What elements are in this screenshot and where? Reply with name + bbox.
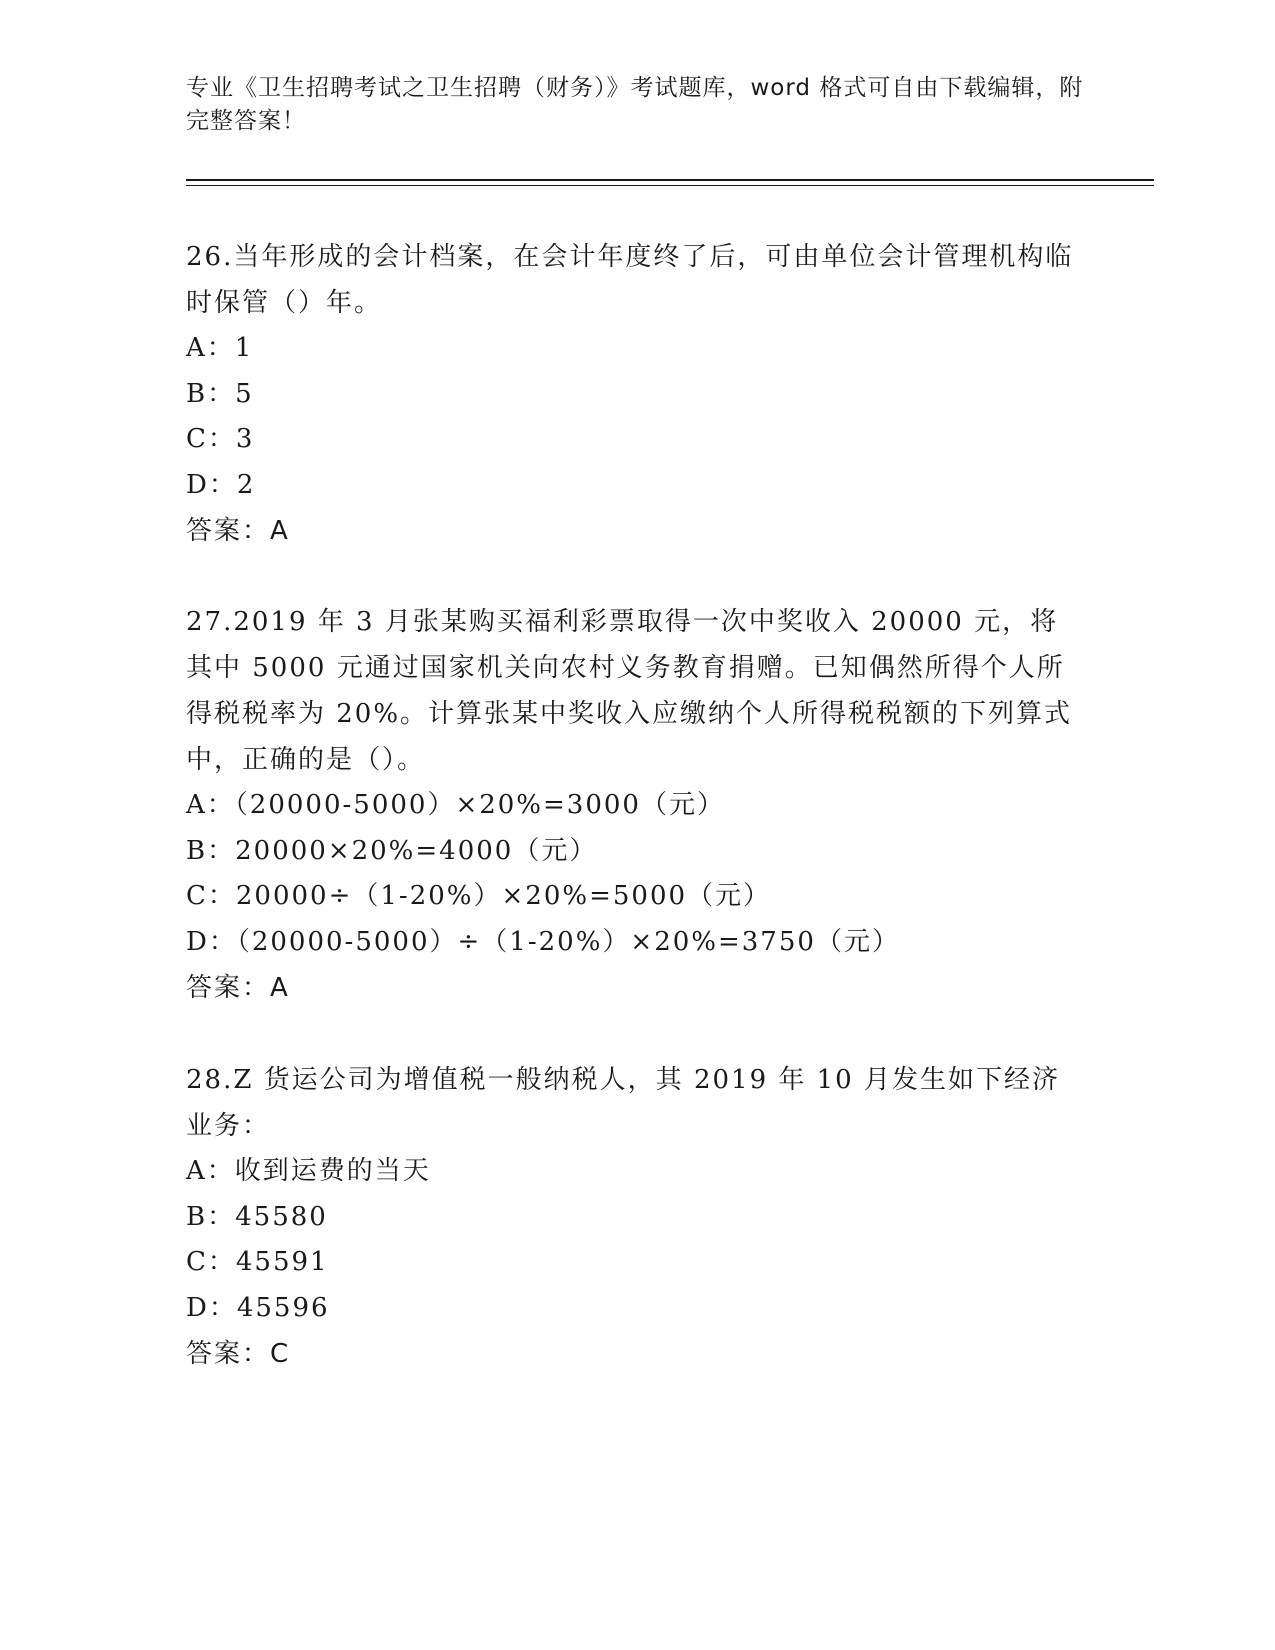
question-27 — [186, 599, 1086, 1011]
option-c: C：20000÷（1-20%）×20%=5000（元） — [186, 881, 772, 911]
answer: 答案：A — [186, 973, 290, 1003]
option-c: C：3 — [186, 424, 255, 454]
option-d: D：2 — [186, 469, 256, 500]
option-d: D：（20000-5000）÷（1-20%）×20%=3750（元） — [186, 926, 900, 957]
answer: 答案：A — [186, 516, 290, 546]
option-a: A：（20000-5000）×20%=3000（元） — [186, 790, 725, 820]
document-header: 专业《卫生招聘考试之卫生招聘（财务）》考试题库，word 格式可自由下载编辑，附完整答案！ — [186, 75, 1084, 134]
option-b: B：5 — [186, 378, 254, 409]
option-b: B：45580 — [186, 1201, 328, 1232]
option-c: C：45591 — [186, 1247, 329, 1277]
question-text: 28.Z 货运公司为增值税一般纳税人，其 2019 年 10 月发生如下经济业务： — [186, 1065, 1060, 1141]
header-divider-bottom — [186, 185, 1154, 186]
header-divider-top — [186, 179, 1154, 181]
option-d: D：45596 — [186, 1292, 330, 1323]
option-b: B：20000×20%=4000（元） — [186, 835, 598, 866]
answer: 答案：C — [186, 1339, 291, 1369]
question-28 — [186, 1057, 1086, 1377]
option-a: A：1 — [186, 333, 254, 363]
question-26 — [186, 234, 1086, 554]
option-a: A：收到运费的当天 — [186, 1156, 431, 1186]
question-text: 26.当年形成的会计档案，在会计年度终了后，可由单位会计管理机构临时保管（）年。 — [186, 242, 1074, 318]
question-text: 27.2019 年 3 月张某购买福利彩票取得一次中奖收入 20000 元，将其中 5000 元通过国家机关向农村义务教育捐赠。已知偶然所得个人所得税税率为 20%。计算张某中奖收入应缴纳个人所得税税额的下列算式中，正确的是（）。 — [186, 607, 1073, 775]
